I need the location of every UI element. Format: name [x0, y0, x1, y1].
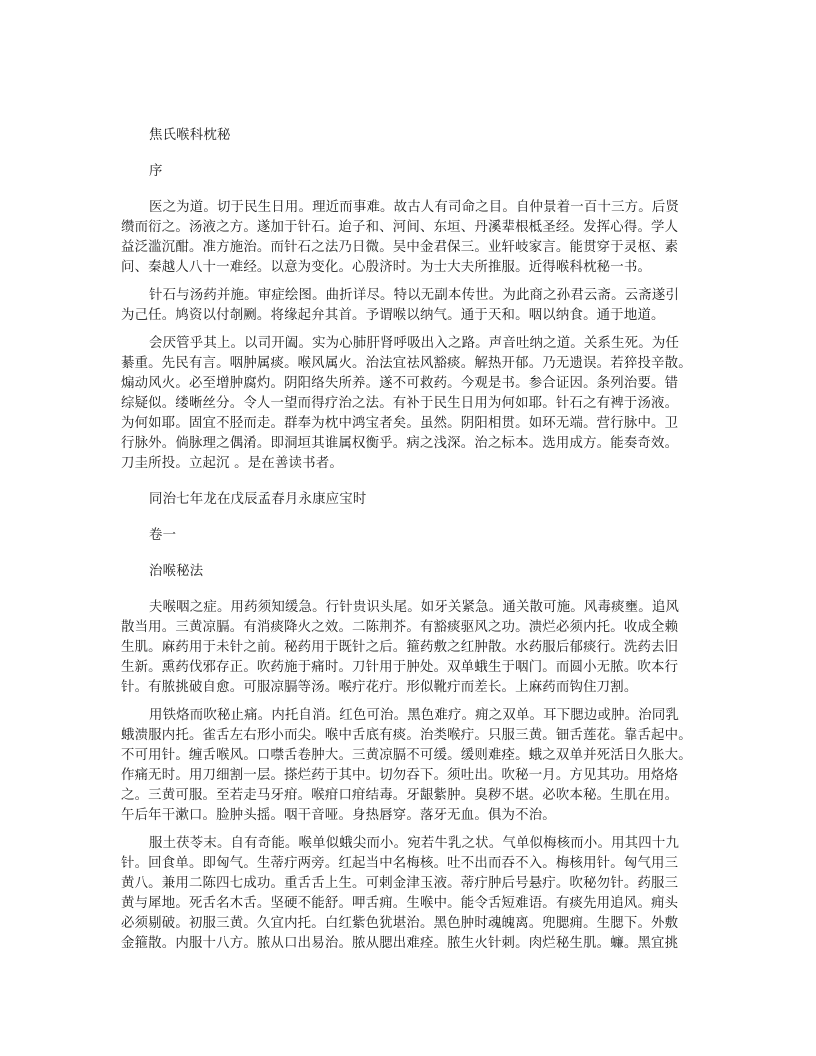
section-heading: 治喉秘法 — [149, 564, 204, 579]
text-line: 午后年干漱口。脸肿头摇。咽干音哑。身热唇穿。落牙无血。俱为不治。 — [121, 808, 556, 823]
date-line: 同治七年龙在戊辰孟春月永康应宝时 — [149, 492, 367, 507]
text-line: 会厌管乎其上。以司开阖。实为心肺肝肾呼吸出入之路。声音吐纳之道。关系生死。为任 — [149, 336, 680, 351]
text-line: 为己任。鸠资以付剞劂。将缘起弁其首。予谓喉以纳气。通于天和。咽以纳食。通于地道。 — [121, 308, 665, 323]
preface-paragraph-3 — [121, 334, 697, 474]
preface-heading: 序 — [149, 164, 163, 179]
text-line: 黄八。兼用二陈四七成功。重舌舌上生。可剌金津玉液。蒂疔肿后号悬疔。吹秘勿针。药服三 — [121, 876, 679, 891]
text-line: 散当用。三黄凉膈。有消痰降火之效。二陈荆芥。有豁痰驱风之功。溃烂必须内托。收成全赖 — [121, 620, 679, 635]
body-paragraph-1 — [121, 598, 697, 698]
document-page — [121, 126, 697, 954]
text-line: 用铁烙而吹秘止痛。内托自消。红色可治。黑色难疗。痈之双单。耳下腮边或肿。治同乳 — [149, 708, 680, 723]
text-line: 煽动风火。必至增肿腐灼。阴阳络失所养。遂不可救药。今观是书。参合证因。条列治要。错 — [121, 376, 679, 391]
text-line: 之。三黄可服。至若走马牙疳。喉疳口疳结毒。牙龈紫肿。臭秽不堪。必吹本秘。生肌在用。 — [121, 788, 679, 803]
text-line: 行脉外。倘脉理之偶淆。即洞垣其谁属权衡乎。病之浅深。治之标本。选用成方。能奏奇效。 — [121, 436, 679, 451]
text-line: 服土茯苓末。自有奇能。喉单似蛾尖而小。宛若牛乳之状。气单似梅核而小。用其四十九 — [149, 836, 680, 851]
text-line: 综疑似。缕晰丝分。令人一望而得疗治之法。有补于民生日用为何如耶。针石之有裨于汤液。 — [121, 396, 679, 411]
text-line: 生新。熏药伐邪存正。吹药施于痛时。刀针用于肿处。双单蛾生于咽门。而圆小无脓。吹本行 — [121, 660, 679, 675]
body-paragraph-3 — [121, 834, 697, 954]
text-line: 针。有脓挑破自愈。可服凉膈等汤。喉疔花疔。形似靴疔而差长。上麻药而钩住刀割。 — [121, 680, 638, 695]
body-paragraph-2 — [121, 706, 697, 826]
text-line: 刀圭所投。立起沉 。是在善读书者。 — [121, 456, 343, 471]
text-line: 问、秦越人八十一难经。以意为变化。心殷济时。为士大夫所推服。近得喉科枕秘一书。 — [121, 260, 652, 275]
text-line: 缵而衍之。汤液之方。遂加于针石。迨子和、河间、东垣、丹溪辈根柢圣经。发挥心得。学人 — [121, 220, 679, 235]
text-line: 不可用针。缠舌喉风。口噤舌卷肿大。三黄凉膈不可缓。缓则难痊。蛾之双单并死活日久胀大。 — [121, 748, 692, 763]
text-line: 金箍散。内服十八方。脓从口出易治。脓从腮出难痊。脓生火针刺。肉烂秘生肌。蠊。黑宜挑 — [121, 936, 679, 951]
text-line: 益泛滥沉酣。准方施治。而针石之法乃日微。吴中金君保三。业轩岐家言。能贯穿于灵枢、素 — [121, 240, 679, 255]
preface-paragraph-2 — [121, 286, 697, 326]
text-line: 医之为道。切于民生日用。理近而事难。故古人有司命之目。自仲景着一百十三方。后贤 — [149, 200, 680, 215]
text-line: 蛾溃服内托。雀舌左右形小而尖。喉中舌底有痰。治类喉疔。只服三黄。钿舌莲花。靠舌起中。 — [121, 728, 692, 743]
text-line: 生肌。麻药用于未针之前。秘药用于既针之后。箍药敷之红肿散。水药服后郁痰行。洗药去旧 — [121, 640, 679, 655]
text-line: 作痛无时。用刀细割一层。搽烂药于其中。切勿吞下。须吐出。吹秘一月。方见其功。用烙烙 — [121, 768, 679, 783]
text-line: 针。回食单。即匈气。生蒂疔两旁。红起当中名梅核。吐不出而吞不入。梅核用针。匈气用三 — [121, 856, 679, 871]
text-line: 针石与汤药并施。审症绘图。曲折详尽。特以无副本传世。为此商之孙君云斋。云斋遂引 — [149, 288, 680, 303]
text-line: 必须剔破。初服三黄。久宜内托。白红紫色犹堪治。黑色肿时魂魄离。兜腮痈。生腮下。外敷 — [121, 916, 679, 931]
text-line: 黄与犀地。死舌名木舌。坚硬不能舒。呷舌痈。生喉中。能令舌短难语。有痰先用追风。痈头 — [121, 896, 679, 911]
text-line: 为何如耶。固宜不胫而走。群奉为枕中鸿宝者矣。虽然。阴阳相贯。如环无端。营行脉中。卫 — [121, 416, 679, 431]
book-title: 焦氏喉科枕秘 — [149, 128, 231, 143]
preface-paragraph-1 — [121, 198, 697, 278]
text-line: 夫喉咽之症。用药须知缓急。行针贵识头尾。如牙关紧急。通关散可施。风毒痰壅。追风 — [149, 600, 680, 615]
volume-heading: 卷一 — [149, 528, 177, 543]
text-line: 綦重。先民有言。咽肿属痰。喉风属火。治法宜祛风豁痰。解热开郁。乃无遗误。若猝投辛散。 — [121, 356, 692, 371]
